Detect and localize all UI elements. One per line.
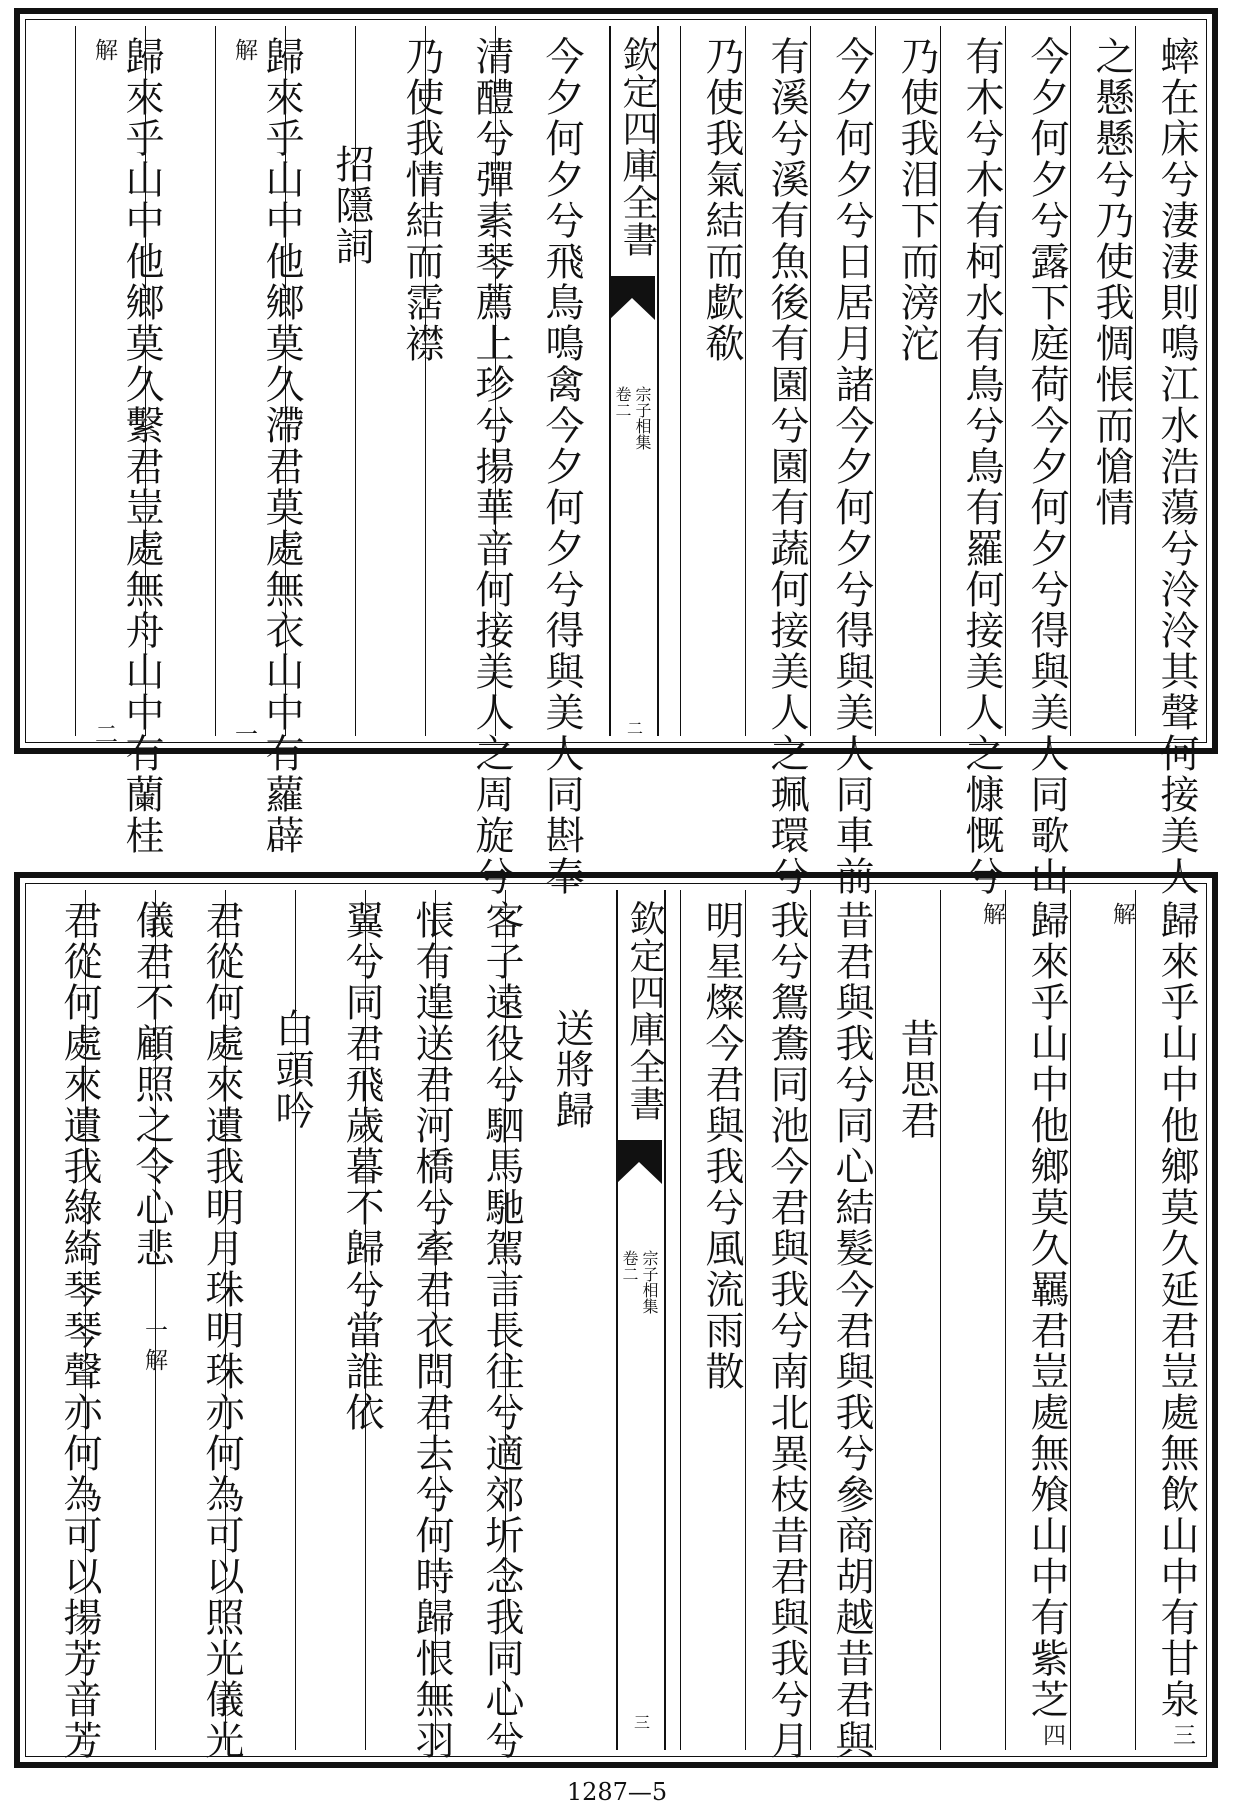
center-fold-strip: [609, 26, 659, 736]
poem-title: 昔思君: [894, 1018, 939, 1141]
volume-label: 卷二: [613, 386, 632, 418]
book-title: 欽定四庫全書: [624, 900, 665, 1122]
poem-title: 白頭吟: [269, 1008, 314, 1131]
text-column: 歸來乎山中他鄉莫久延君豈處無飲山中有甘泉: [1154, 900, 1199, 1720]
verse-number: 四: [1039, 1723, 1065, 1746]
fish-tail-mark-icon: [609, 276, 655, 320]
column-rule: [1005, 890, 1006, 1750]
column-rule: [810, 890, 811, 1750]
poem-title: 招隱詞: [329, 144, 374, 267]
leaf-number: 二: [627, 719, 644, 738]
poem-title: 送將歸: [549, 1008, 594, 1131]
book-title: 欽定四庫全書: [617, 36, 658, 258]
verse-number: 三: [1169, 1723, 1195, 1746]
text-column: 歸來乎山中他鄉莫久滯君莫處無衣山中有蘿薜: [259, 36, 304, 856]
column-rule: [355, 26, 356, 736]
column-rule: [745, 26, 746, 736]
text-column: 蟀在床兮淒淒則鳴江水浩蕩兮泠泠其聲何接美人: [1154, 36, 1199, 897]
column-rule: [680, 26, 681, 736]
text-column: 昔君與我兮同心結髮今君與我兮參商胡越昔君與: [829, 900, 874, 1761]
volume-label: 卷二: [620, 1250, 639, 1282]
text-column: 乃使我情結而霑襟: [399, 36, 444, 364]
text-column: 之懸懸兮乃使我惆悵而愴情: [1089, 36, 1134, 528]
column-rule: [680, 890, 681, 1750]
text-column: 明星燦今君與我兮風流雨散: [699, 900, 744, 1392]
solution-note: 解: [141, 1348, 167, 1371]
text-column: 乃使我氣結而歔欷: [699, 36, 744, 364]
collection-name: 宗子相集: [633, 386, 652, 450]
text-column: 君從何處來遺我明月珠明珠亦何為可以照光儀光: [199, 900, 244, 1761]
verse-number: 一: [231, 722, 257, 745]
page-footer-number: 1287—5: [566, 1778, 668, 1806]
text-column: 悵有遑送君河橋兮牽君衣問君去兮何時歸恨無羽: [409, 900, 454, 1761]
column-rule: [1070, 890, 1071, 1750]
text-column: 乃使我泪下而滂沱: [894, 36, 939, 364]
center-fold-strip: [616, 890, 666, 1750]
collection-name: 宗子相集: [640, 1250, 659, 1314]
bottom-page: [14, 872, 1218, 1768]
column-rule: [215, 26, 216, 736]
solution-note: 解: [91, 38, 117, 61]
verse-number: 一: [141, 1318, 167, 1341]
text-column: 今夕何夕兮露下庭荷今夕何夕兮得與美人同歌山: [1024, 36, 1069, 897]
text-column: 有溪兮溪有魚後有園兮園有蔬何接美人之珮環兮: [764, 36, 809, 897]
text-column: 今夕何夕兮日居月諸今夕何夕兮得與美人同車前: [829, 36, 874, 897]
column-rule: [75, 26, 76, 736]
fish-tail-mark-icon: [616, 1140, 662, 1184]
column-rule: [940, 890, 941, 1750]
column-rule: [1005, 26, 1006, 736]
text-column: 客子遠役兮駟馬馳駕言長往兮適郊圻念我同心兮: [479, 900, 524, 1761]
solution-note: 解: [1109, 902, 1135, 925]
text-column: 清醴兮彈素琴薦上珍兮揚華音何接美人之周旋兮: [469, 36, 514, 897]
text-column: 我兮鴛鴦同池今君與我兮南北異枝昔君與我兮月: [764, 900, 809, 1761]
column-rule: [875, 26, 876, 736]
leaf-number: 三: [634, 1713, 651, 1732]
solution-note: 解: [979, 902, 1005, 925]
text-column: 儀君不顧照之令心悲: [129, 900, 174, 1269]
top-page: [14, 8, 1218, 897]
column-rule: [875, 890, 876, 1750]
text-column: 歸來乎山中他鄉莫久繫君豈處無舟山中有蘭桂: [119, 36, 164, 856]
text-column: 翼兮同君飛歲暮不歸兮當誰依: [339, 900, 384, 1433]
column-rule: [1070, 26, 1071, 736]
column-rule: [810, 26, 811, 736]
text-column: 有木兮木有柯水有鳥兮鳥有羅何接美人之慷慨兮: [959, 36, 1004, 897]
column-rule: [745, 890, 746, 1750]
text-column: 君從何處來遺我綠綺琴琴聲亦何為可以揚芳音芳: [57, 900, 102, 1761]
column-rule: [1135, 890, 1136, 1750]
column-rule: [940, 26, 941, 736]
verse-number: 二: [91, 722, 117, 745]
text-column: 歸來乎山中他鄉莫久羈君豈處無飧山中有紫芝: [1024, 900, 1069, 1720]
solution-note: 解: [231, 38, 257, 61]
column-rule: [1135, 26, 1136, 736]
text-column: 今夕何夕兮飛鳥鳴禽今夕何夕兮得與美人同斟奉: [539, 36, 584, 897]
